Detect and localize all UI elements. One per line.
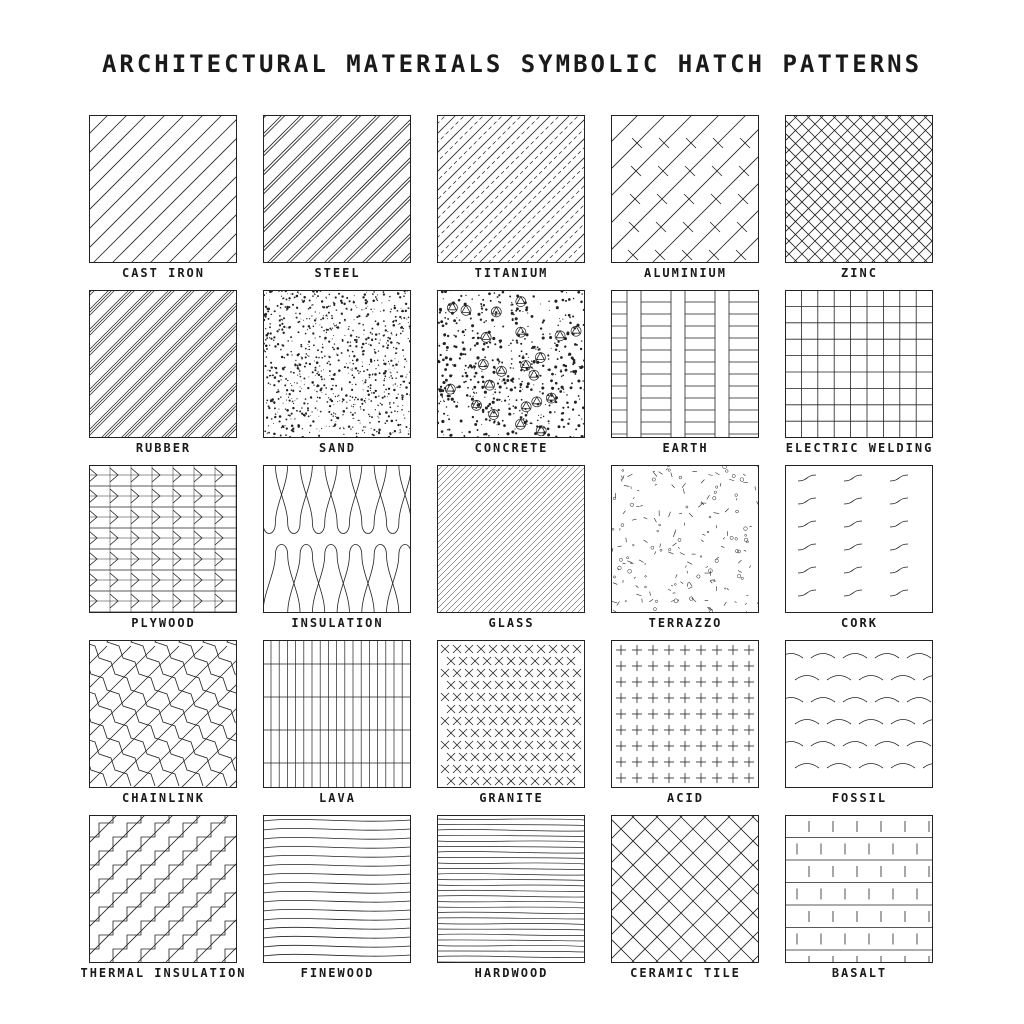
hatch-swatch-glass	[437, 465, 585, 613]
hatch-swatch-lava	[263, 640, 411, 788]
pattern-card-fossil	[772, 640, 947, 810]
pattern-card-earth	[598, 290, 773, 460]
hatch-swatch-thermal-insulation	[89, 815, 237, 963]
hatch-swatch-terrazzo	[611, 465, 759, 613]
pattern-label: CONCRETE	[474, 441, 549, 455]
pattern-label: HARDWOOD	[474, 966, 549, 980]
pattern-label: TITANIUM	[474, 266, 549, 280]
hatch-swatch-finewood	[263, 815, 411, 963]
pattern-label: LAVA	[319, 791, 356, 805]
pattern-label: CERAMIC TILE	[630, 966, 741, 980]
pattern-label: THERMAL INSULATION	[80, 966, 247, 980]
pattern-card-titanium	[424, 115, 599, 285]
pattern-card-thermal-insulation	[76, 815, 251, 985]
pattern-card-hardwood	[424, 815, 599, 985]
hatch-swatch-concrete	[437, 290, 585, 438]
pattern-card-rubber	[76, 290, 251, 460]
pattern-label: FOSSIL	[831, 791, 888, 805]
pattern-card-cast-iron	[76, 115, 251, 285]
pattern-card-chainlink	[76, 640, 251, 810]
pattern-label: ELECTRIC WELDING	[785, 441, 934, 455]
hatch-swatch-hardwood	[437, 815, 585, 963]
pattern-label: CHAINLINK	[121, 791, 206, 805]
pattern-label: EARTH	[662, 441, 709, 455]
pattern-label: GRANITE	[479, 791, 544, 805]
pattern-card-aluminium	[598, 115, 773, 285]
hatch-swatch-cork	[785, 465, 933, 613]
pattern-card-glass	[424, 465, 599, 635]
hatch-swatch-fossil	[785, 640, 933, 788]
pattern-card-zinc	[772, 115, 947, 285]
pattern-card-acid	[598, 640, 773, 810]
pattern-label: ACID	[667, 791, 704, 805]
pattern-label: ALUMINIUM	[643, 266, 728, 280]
pattern-card-steel	[250, 115, 425, 285]
pattern-card-ceramic-tile	[598, 815, 773, 985]
hatch-swatch-insulation	[263, 465, 411, 613]
pattern-card-lava	[250, 640, 425, 810]
hatch-swatch-rubber	[89, 290, 237, 438]
pattern-card-granite	[424, 640, 599, 810]
pattern-label: BASALT	[831, 966, 888, 980]
hatch-swatch-chainlink	[89, 640, 237, 788]
hatch-swatch-titanium	[437, 115, 585, 263]
pattern-card-insulation	[250, 465, 425, 635]
pattern-label: TERRAZZO	[648, 616, 723, 630]
hatch-swatch-cast-iron	[89, 115, 237, 263]
hatch-swatch-acid	[611, 640, 759, 788]
hatch-swatch-basalt	[785, 815, 933, 963]
pattern-card-sand	[250, 290, 425, 460]
hatch-swatch-plywood	[89, 465, 237, 613]
hatch-swatch-steel	[263, 115, 411, 263]
hatch-swatch-electric-welding	[785, 290, 933, 438]
hatch-swatch-ceramic-tile	[611, 815, 759, 963]
pattern-label: INSULATION	[291, 616, 384, 630]
pattern-label: ZINC	[841, 266, 878, 280]
hatch-swatch-earth	[611, 290, 759, 438]
pattern-card-terrazzo	[598, 465, 773, 635]
pattern-label: STEEL	[314, 266, 361, 280]
hatch-swatch-sand	[263, 290, 411, 438]
hatch-swatch-zinc	[785, 115, 933, 263]
pattern-card-plywood	[76, 465, 251, 635]
pattern-card-cork	[772, 465, 947, 635]
pattern-card-finewood	[250, 815, 425, 985]
page-title: ARCHITECTURAL MATERIALS SYMBOLIC HATCH PATTERNS	[101, 50, 923, 78]
pattern-label: CORK	[841, 616, 878, 630]
pattern-card-basalt	[772, 815, 947, 985]
hatch-swatch-granite	[437, 640, 585, 788]
pattern-label: PLYWOOD	[131, 616, 196, 630]
pattern-label: SAND	[319, 441, 356, 455]
pattern-card-concrete	[424, 290, 599, 460]
hatch-swatch-aluminium	[611, 115, 759, 263]
pattern-label: RUBBER	[135, 441, 192, 455]
pattern-label: GLASS	[488, 616, 535, 630]
pattern-card-electric-welding	[772, 290, 947, 460]
pattern-label: FINEWOOD	[300, 966, 375, 980]
pattern-label: CAST IRON	[121, 266, 206, 280]
